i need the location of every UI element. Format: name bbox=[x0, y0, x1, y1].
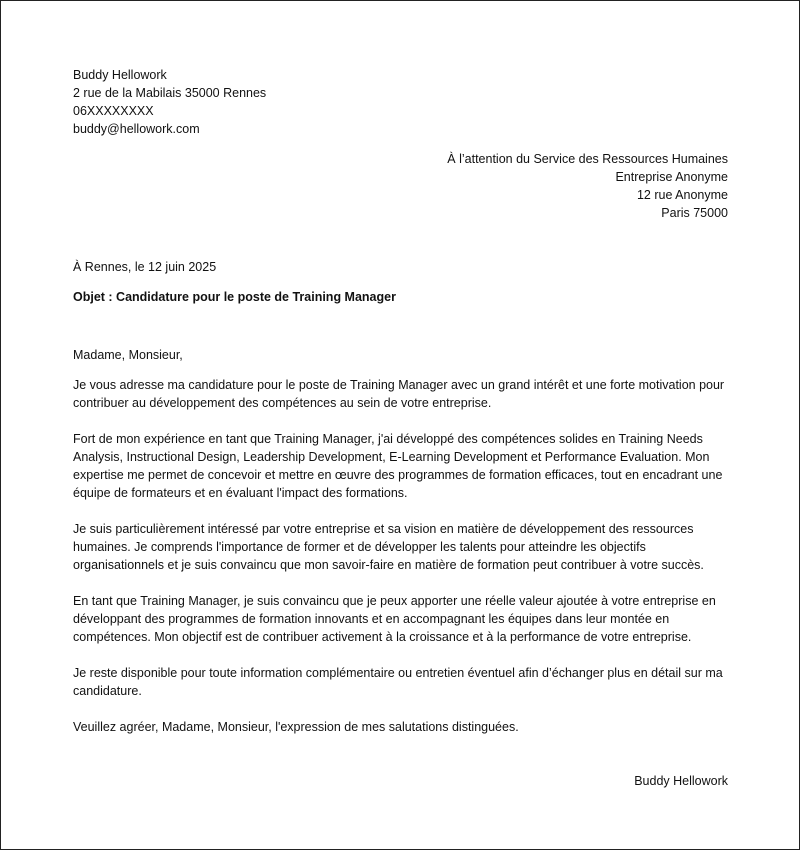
sender-name: Buddy Hellowork bbox=[73, 68, 167, 82]
sender-address: 2 rue de la Mabilais 35000 Rennes bbox=[73, 86, 267, 100]
recipient-block bbox=[73, 150, 728, 222]
recipient-attention: À l’attention du Service des Ressources Humaines bbox=[447, 152, 728, 166]
recipient-company: Entreprise Anonyme bbox=[615, 170, 728, 184]
recipient-street: 12 rue Anonyme bbox=[636, 188, 728, 202]
sender-block bbox=[73, 66, 728, 138]
recipient-city: Paris 75000 bbox=[661, 206, 728, 220]
sender-email: buddy@hellowork.com bbox=[73, 122, 200, 136]
closing-formula: Veuillez agréer, Madame, Monsieur, l'expression de mes salutations distinguées. bbox=[73, 720, 519, 734]
sender-phone: 06XXXXXXXX bbox=[73, 104, 154, 118]
paragraph-3: Je suis particulièrement intéressé par votre entreprise et sa vision en matière de développement des ressources humaines. Je comprends l'importance de former et de développer les talents pour atteindre les objectifs organisationnels et je suis convaincu que mon savoir-faire en matière de formation peut contribuer à votre succès. bbox=[73, 522, 704, 572]
paragraph-5: Je reste disponible pour toute information complémentaire ou entretien éventuel afin d’échanger plus en détail sur ma candidature. bbox=[73, 666, 723, 698]
paragraph-1: Je vous adresse ma candidature pour le poste de Training Manager avec un grand intérêt et une forte motivation pour contribuer au développement des compétences au sein de votre entreprise. bbox=[73, 378, 725, 410]
salutation: Madame, Monsieur, bbox=[73, 348, 183, 362]
paragraph-2: Fort de mon expérience en tant que Training Manager, j'ai développé des compétences solides en Training Needs Analysis, Instructional Design, Leadership Development, E-Learning Development et Performance Evaluation. Mon expertise me permet de concevoir et mettre en œuvre des programmes de formation efficaces, tout en encadrant une équipe de formateurs et en évaluant l'impact des formations. bbox=[73, 432, 723, 500]
subject-line: Objet : Candidature pour le poste de Training Manager bbox=[73, 290, 396, 304]
date-line: À Rennes, le 12 juin 2025 bbox=[73, 260, 217, 274]
letter-body bbox=[73, 66, 728, 790]
signature: Buddy Hellowork bbox=[634, 774, 728, 788]
paragraph-4: En tant que Training Manager, je suis convaincu que je peux apporter une réelle valeur ajoutée à votre entreprise en développant des programmes de formation innovants et en accompagnant les équipes dans leur montée en compétences. Mon objectif est de contribuer activement à la croissance et à la performance de votre entreprise. bbox=[73, 594, 716, 644]
